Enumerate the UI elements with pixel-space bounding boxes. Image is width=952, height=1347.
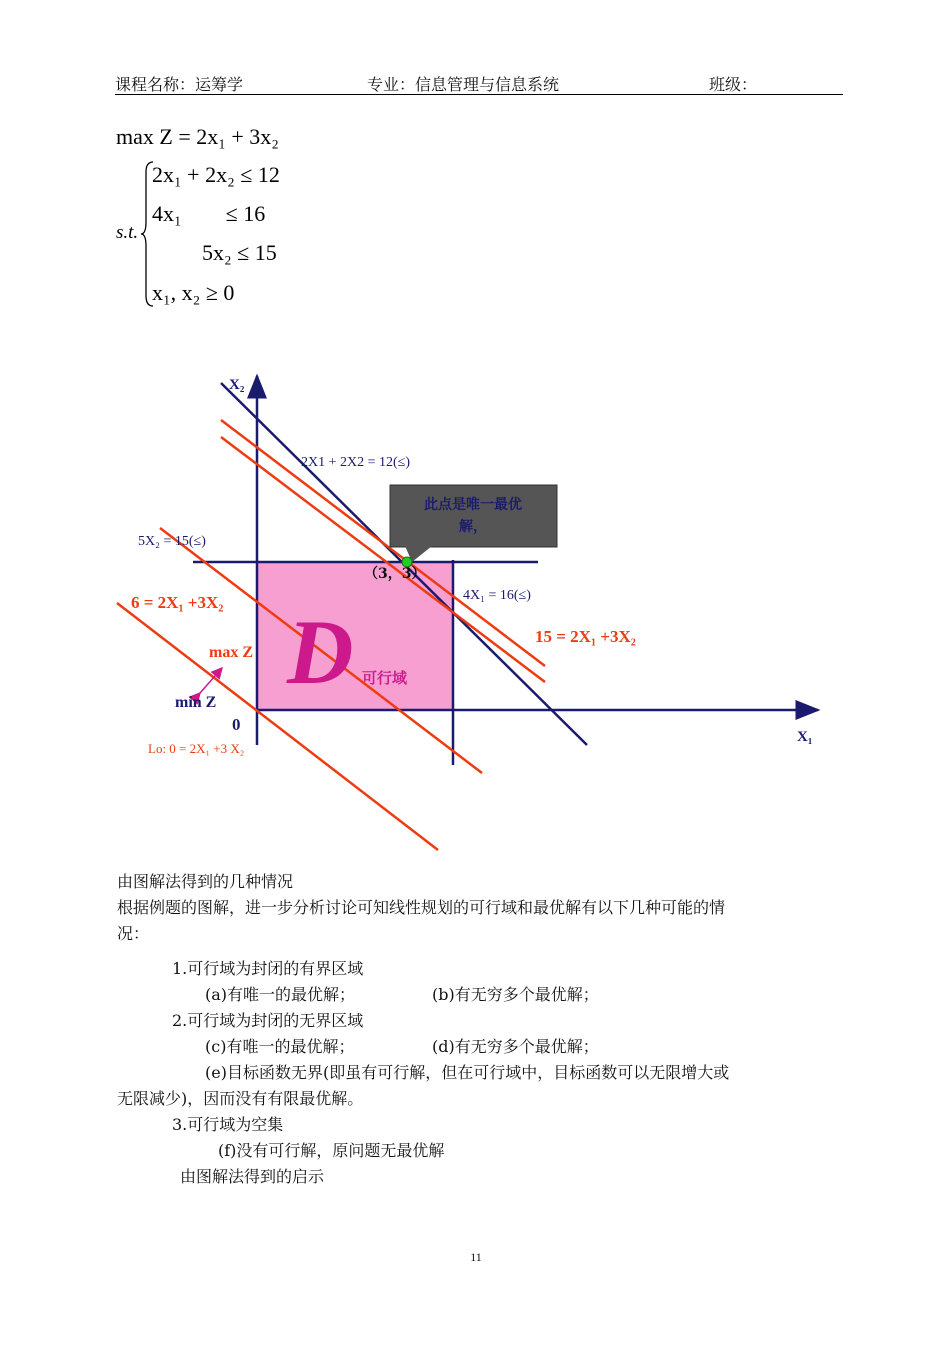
region-label: 可行域 [362, 669, 408, 687]
max-z-label: max Z [209, 644, 253, 661]
constraint-3: 5x₂ ≤ 15 [202, 240, 277, 265]
line-label-5x2: 5X₂ = 15(≤) [138, 534, 206, 549]
page-header [115, 72, 843, 95]
text-case-a: (a)有唯一的最优解； [205, 985, 356, 1004]
callout-box [390, 485, 557, 547]
constraint-1: 2x₁ + 2x₂ ≤ 12 [152, 162, 280, 187]
class-name: 班级： [709, 75, 758, 94]
y-axis-label: X₂ [229, 377, 245, 393]
text-case-f: (f)没有可行解，原问题无最优解 [218, 1141, 445, 1160]
min-z-label: min Z [175, 694, 217, 711]
graphical-solution-diagram [0, 330, 952, 860]
text-heading-insight: 由图解法得到的启示 [180, 1167, 325, 1186]
origin-label: 0 [232, 715, 241, 734]
text-case-3: 3.可行域为空集 [172, 1115, 284, 1134]
text-case-b: (b)有无穷多个最优解； [432, 985, 599, 1004]
text-case-e-cont: 无限减少)，因而没有有限最优解。 [117, 1089, 364, 1108]
line-label-4x1: 4X₁ = 16(≤) [463, 588, 531, 603]
objective-label-6: 6 = 2X₁ +3X₂ [131, 593, 224, 612]
line-label-2x1-2x2: 2X1 + 2X2 = 12(≤) [301, 455, 411, 470]
text-case-1: 1.可行域为封闭的有界区域 [172, 959, 364, 978]
objective-label-15: 15 = 2X₁ +3X₂ [535, 627, 636, 646]
text-case-c: (c)有唯一的最优解； [205, 1037, 355, 1056]
text-heading-cases: 由图解法得到的几种情况 [117, 872, 294, 891]
constraint-4: x₁, x₂ ≥ 0 [152, 280, 235, 305]
text-paragraph-line-1: 根据例题的图解，进一步分析讨论可知线性规划的可行域和最优解有以下几种可能的情 [117, 898, 726, 917]
callout-line-2: 解， [459, 519, 487, 535]
text-case-2: 2.可行域为封闭的无界区域 [172, 1011, 364, 1030]
text-paragraph-line-2: 况： [117, 924, 150, 943]
text-case-e: (e)目标函数无界(即虽有可行解，但在可行域中，目标函数可以无限增大或 [205, 1063, 730, 1082]
major-name: 专业：信息管理与信息系统 [367, 75, 560, 94]
callout-line-1: 此点是唯一最优 [424, 497, 522, 513]
region-letter: D [287, 601, 354, 703]
course-name: 课程名称：运筹学 [115, 75, 244, 94]
page-number: 11 [470, 1250, 482, 1264]
st-label: s.t. [116, 222, 139, 243]
x-axis-label: X₁ [797, 729, 813, 745]
objective-function: max Z = 2x₁ + 3x₂ [116, 124, 279, 149]
constraint-2: 4x₁ ≤ 16 [152, 201, 266, 226]
optimal-point-label: （3，3） [364, 566, 426, 582]
objective-label-0: Lo: 0 = 2X₁ +3 X₂ [148, 741, 245, 756]
text-case-d: (d)有无穷多个最优解； [432, 1037, 599, 1056]
